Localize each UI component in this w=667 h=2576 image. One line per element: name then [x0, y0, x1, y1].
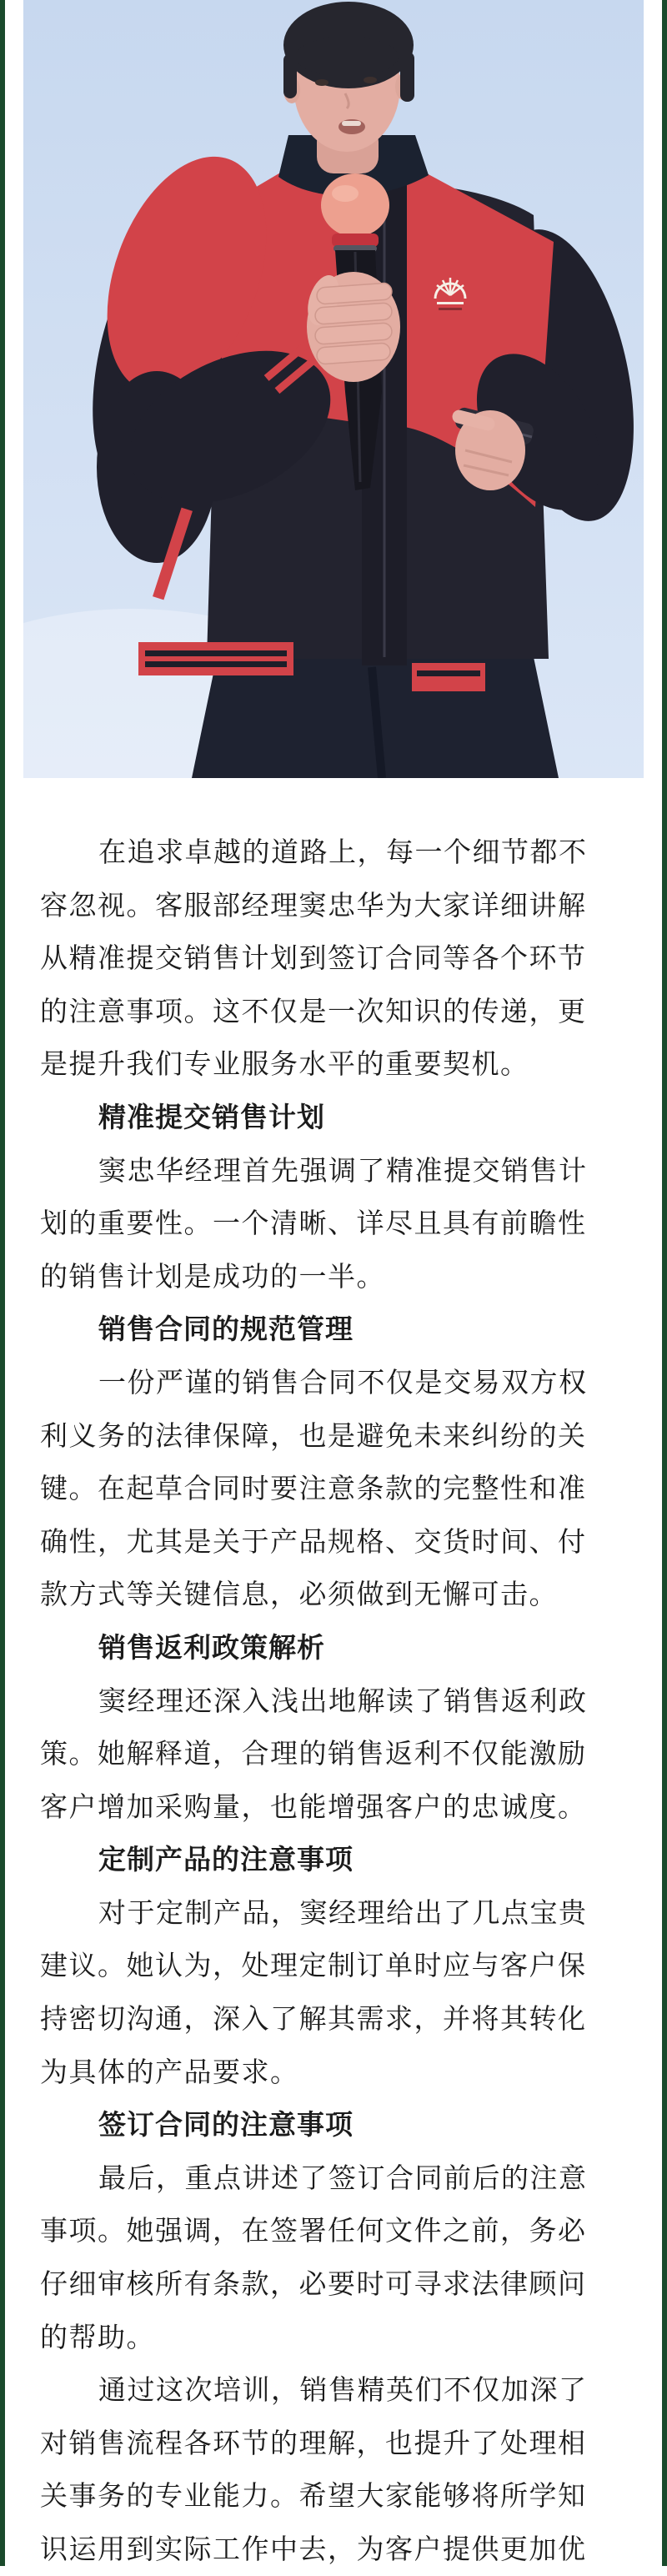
mic-foam — [321, 173, 389, 237]
paragraph-first-line: 通过这次培训，销售精英们不仅加深了 — [98, 2374, 588, 2406]
section-heading: 销售返利政策解析 — [98, 1631, 325, 1663]
paragraph-line: 利义务的法律保障，也是避免未来纠纷的关 — [40, 1419, 587, 1451]
paragraph-line: 客户增加采购量，也能增强客户的忠诚度。 — [40, 1790, 587, 1822]
paragraph-first-line: 窦经理还深入浅出地解读了销售返利政 — [98, 1685, 588, 1716]
paragraph-line: 确性，尤其是关于产品规格、交货时间、付 — [40, 1525, 587, 1557]
hem-red — [412, 663, 485, 691]
mic-foam-highlight — [332, 185, 359, 202]
paragraph-line: 键。在起草合同时要注意条款的完整性和准 — [40, 1473, 587, 1504]
right-eye — [364, 77, 377, 83]
speaker-illustration — [23, 0, 644, 778]
right-green-border — [662, 0, 667, 2566]
section-heading: 定制产品的注意事项 — [98, 1844, 354, 1876]
paragraph-first-line: 窦忠华经理首先强调了精准提交销售计 — [98, 1154, 588, 1186]
paragraph-first-line: 在追求卓越的道路上，每一个细节都不 — [98, 836, 588, 867]
article-text — [40, 826, 629, 2576]
hem-red — [138, 642, 293, 675]
paragraph-first-line: 最后，重点讲述了签订合同前后的注意 — [98, 2162, 588, 2193]
left-green-border — [0, 0, 5, 2566]
left-eye — [315, 79, 328, 86]
paragraph-line: 策。她解释道，合理的销售返利不仅能激励 — [40, 1738, 587, 1770]
paragraph-line: 持密切沟通，深入了解其需求，并将其转化 — [40, 2003, 587, 2035]
paragraph-line: 是提升我们专业服务水平的重要契机。 — [40, 1048, 529, 1080]
paragraph-line: 划的重要性。一个清晰、详尽且具有前瞻性 — [40, 1208, 587, 1239]
paragraph-first-line: 对于定制产品，窦经理给出了几点宝贵 — [98, 1896, 588, 1928]
paragraph-line: 的注意事项。这不仅是一次知识的传递，更 — [40, 995, 587, 1027]
paragraph-line: 对销售流程各环节的理解，也提升了处理相 — [40, 2427, 587, 2458]
logo-text-line — [439, 308, 462, 310]
speaker-photo — [23, 0, 644, 778]
paragraph-line: 款方式等关键信息，必须做到无懈可击。 — [40, 1579, 558, 1610]
paragraph-line: 关事务的专业能力。希望大家能够将所学知 — [40, 2480, 587, 2512]
hem-stripe — [145, 650, 287, 656]
section-heading: 精准提交销售计划 — [98, 1101, 325, 1132]
hem-band-left — [138, 642, 293, 675]
hair-fringe — [295, 37, 399, 77]
teeth — [342, 121, 361, 126]
hair-side-right — [400, 52, 414, 102]
paragraph-line: 的帮助。 — [40, 2321, 155, 2353]
paragraph-line: 建议。她认为，处理定制订单时应与客户保 — [40, 1950, 587, 1981]
mic-band — [332, 233, 379, 247]
paragraph-line: 为具体的产品要求。 — [40, 2056, 299, 2087]
paragraph-line: 仔细审核所有条款，必要时可寻求法律顾问 — [40, 2268, 587, 2300]
hair-side-left — [283, 53, 297, 98]
paragraph-first-line: 一份严谨的销售合同不仅是交易双方权 — [98, 1366, 588, 1398]
section-heading: 销售合同的规范管理 — [98, 1313, 354, 1345]
hem-band-right — [412, 663, 485, 691]
paragraph-line: 的销售计划是成功的一半。 — [40, 1260, 385, 1292]
paragraph-line: 容忽视。客服部经理窦忠华为大家详细讲解 — [40, 889, 587, 921]
paragraph-line: 事项。她强调，在签署任何文件之前，务必 — [40, 2215, 587, 2247]
paragraph-line: 从精准提交销售计划到签订合同等各个环节 — [40, 942, 587, 974]
logo-base — [437, 302, 464, 304]
section-heading: 签订合同的注意事项 — [98, 2109, 354, 2141]
hem-stripe — [145, 661, 287, 667]
hem-stripe — [417, 670, 480, 676]
paragraph-line: 识运用到实际工作中去，为客户提供更加优 — [40, 2533, 587, 2564]
